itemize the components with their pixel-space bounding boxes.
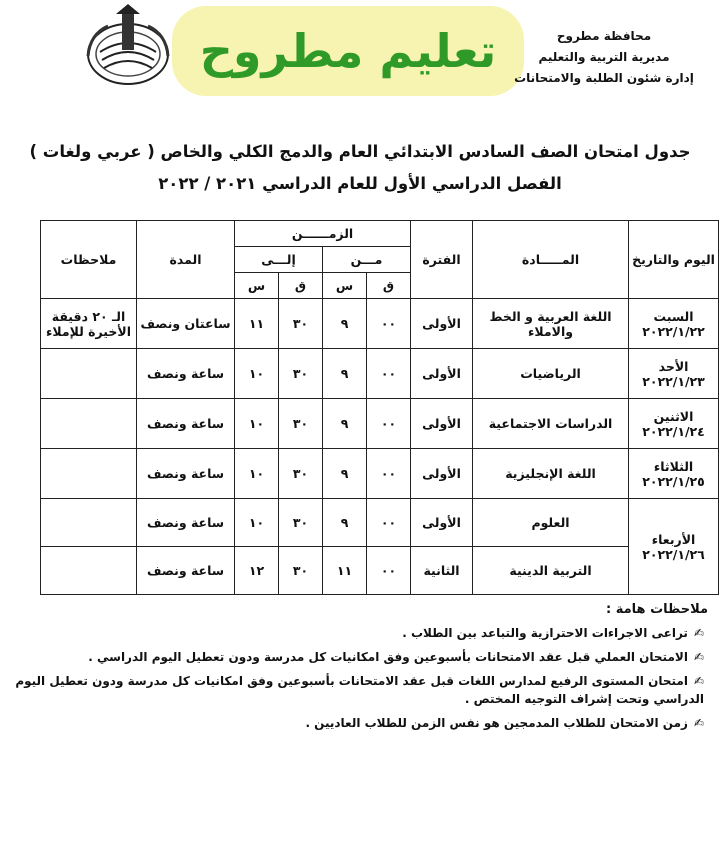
list-item: ✍تراعى الاجراءات الاحترازية والتباعد بين الطلاب . <box>402 626 704 640</box>
subject-cell: العلوم <box>473 499 629 547</box>
period-cell: الأولى <box>411 299 473 349</box>
from-q-cell: ٠٠ <box>367 349 411 399</box>
header-period: الفترة <box>411 221 473 299</box>
header-from: مـــن <box>323 247 411 273</box>
header-duration: المدة <box>137 221 235 299</box>
table-row <box>41 349 719 399</box>
from-q-cell: ٠٠ <box>367 299 411 349</box>
subject-cell: التربية الدينية <box>473 547 629 595</box>
header-to-s: س <box>235 273 279 299</box>
day-date-cell: الاثنين ٢٠٢٢/١/٢٤ <box>629 399 719 449</box>
from-q-cell: ٠٠ <box>367 399 411 449</box>
to-q-cell: ٣٠ <box>279 299 323 349</box>
from-s-cell: ٩ <box>323 449 367 499</box>
to-s-cell: ١٠ <box>235 499 279 547</box>
ministry-logo-icon <box>80 4 176 96</box>
header-subject: المـــــادة <box>473 221 629 299</box>
duration-cell: ساعة ونصف <box>137 349 235 399</box>
banner-text: تعليم مطروح <box>199 24 497 78</box>
period-cell: الثانية <box>411 547 473 595</box>
from-s-cell: ١١ <box>323 547 367 595</box>
subject-cell: الدراسات الاجتماعية <box>473 399 629 449</box>
to-s-cell: ١١ <box>235 299 279 349</box>
list-item: ✍امتحان المستوى الرفيع لمدارس اللغات قبل عقد الامتحانات بأسبوعين وفق امكانيات كل مدرسة ودون تعطيل اليوم الدراسي وتحت إشراف التوجيه المختص . <box>15 674 704 706</box>
period-cell: الأولى <box>411 449 473 499</box>
to-s-cell: ١٠ <box>235 349 279 399</box>
note-cell: الـ ٢٠ دقيقة الأخيرة للإملاء <box>41 299 137 349</box>
subject-cell: اللغة العربية و الخط والاملاء <box>473 299 629 349</box>
day-date-cell: الأربعاء ٢٠٢٢/١/٢٦ <box>629 499 719 595</box>
period-cell: الأولى <box>411 349 473 399</box>
header-to: إلـــى <box>235 247 323 273</box>
table-row <box>41 449 719 499</box>
to-q-cell: ٣٠ <box>279 499 323 547</box>
day-date-cell: الثلاثاء ٢٠٢٢/١/٢٥ <box>629 449 719 499</box>
duration-cell: ساعة ونصف <box>137 399 235 449</box>
from-s-cell: ٩ <box>323 499 367 547</box>
subject-cell: الرياضيات <box>473 349 629 399</box>
from-q-cell: ٠٠ <box>367 449 411 499</box>
note-cell <box>41 399 137 449</box>
header-to-q: ق <box>279 273 323 299</box>
from-s-cell: ٩ <box>323 399 367 449</box>
to-s-cell: ١٢ <box>235 547 279 595</box>
schedule-subtitle: الفصل الدراسي الأول للعام الدراسي ٢٠٢١ / ٢٠٢٢ <box>158 174 562 193</box>
schedule-title: جدول امتحان الصف السادس الابتدائي العام والدمج الكلي والخاص ( عربي ولغات ) <box>29 142 691 161</box>
pen-bullet-icon: ✍ <box>693 626 704 640</box>
table-row <box>41 399 719 449</box>
duration-cell: ساعة ونصف <box>137 547 235 595</box>
header-notes: ملاحظات <box>41 221 137 299</box>
duration-cell: ساعة ونصف <box>137 499 235 547</box>
watermark-banner <box>172 6 524 96</box>
note-cell <box>41 499 137 547</box>
note-cell <box>41 449 137 499</box>
header-day-date: اليوم والتاريخ <box>629 221 719 299</box>
to-s-cell: ١٠ <box>235 399 279 449</box>
subject-cell: اللغة الإنجليزية <box>473 449 629 499</box>
to-q-cell: ٣٠ <box>279 547 323 595</box>
notes-list <box>14 624 704 738</box>
to-s-cell: ١٠ <box>235 449 279 499</box>
directorate-line: مديرية التربية والتعليم <box>538 50 670 64</box>
note-cell <box>41 547 137 595</box>
issuing-authority <box>504 26 704 89</box>
duration-cell: ساعة ونصف <box>137 449 235 499</box>
notes-heading: ملاحظات هامة : <box>606 602 708 617</box>
from-s-cell: ٩ <box>323 349 367 399</box>
department-line: إدارة شئون الطلبة والامتحانات <box>514 71 694 85</box>
from-q-cell: ٠٠ <box>367 499 411 547</box>
pen-bullet-icon: ✍ <box>693 716 704 730</box>
to-q-cell: ٣٠ <box>279 449 323 499</box>
duration-cell: ساعتان ونصف <box>137 299 235 349</box>
header-from-s: س <box>323 273 367 299</box>
day-date-cell: الأحد ٢٠٢٢/١/٢٣ <box>629 349 719 399</box>
period-cell: الأولى <box>411 499 473 547</box>
list-item: ✍زمن الامتحان للطلاب المدمجين هو نفس الزمن للطلاب العاديين . <box>305 716 704 730</box>
day-date-cell: السبت ٢٠٢٢/١/٢٢ <box>629 299 719 349</box>
to-q-cell: ٣٠ <box>279 399 323 449</box>
period-cell: الأولى <box>411 399 473 449</box>
exam-schedule-table <box>40 220 719 595</box>
from-s-cell: ٩ <box>323 299 367 349</box>
governorate-line: محافظة مطروح <box>556 29 652 43</box>
table-row <box>41 299 719 349</box>
pen-bullet-icon: ✍ <box>693 674 704 688</box>
note-cell <box>41 349 137 399</box>
from-q-cell: ٠٠ <box>367 547 411 595</box>
table-row <box>41 547 719 595</box>
to-q-cell: ٣٠ <box>279 349 323 399</box>
header-time: الزمــــــن <box>235 221 411 247</box>
header-from-q: ق <box>367 273 411 299</box>
table-row <box>41 499 719 547</box>
list-item: ✍الامتحان العملي قبل عقد الامتحانات بأسبوعين وفق امكانيات كل مدرسة ودون تعطيل اليوم الدراسي . <box>88 650 704 664</box>
pen-bullet-icon: ✍ <box>693 650 704 664</box>
